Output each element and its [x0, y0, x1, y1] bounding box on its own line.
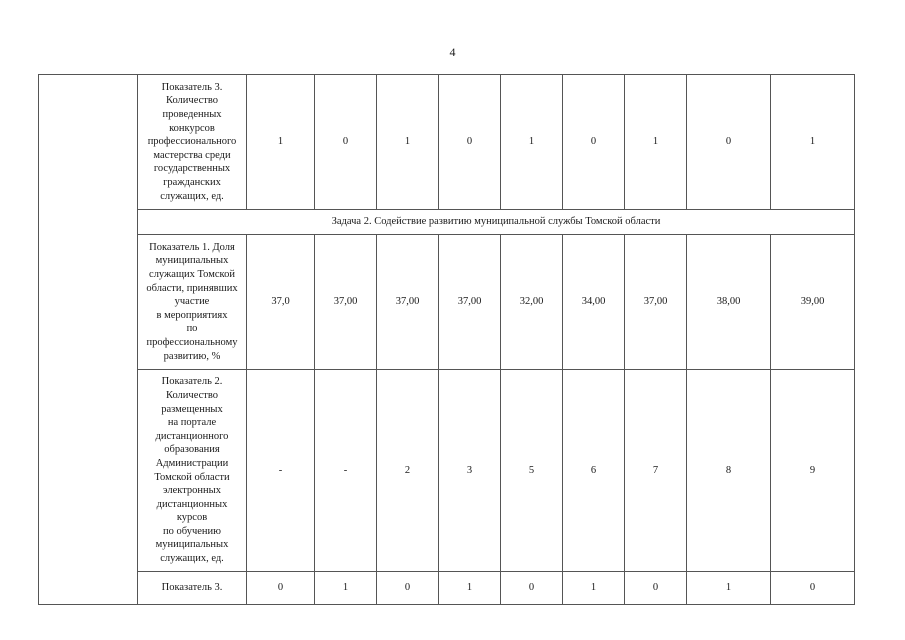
table-cell: 0 — [771, 572, 855, 605]
table-cell: 34,00 — [563, 235, 625, 370]
table-cell: 0 — [247, 572, 315, 605]
table-cell: 5 — [501, 370, 563, 572]
table-cell: 2 — [377, 370, 439, 572]
table-cell: 0 — [563, 75, 625, 210]
merged-empty-cell — [39, 75, 138, 605]
table-cell: 0 — [687, 75, 771, 210]
table-cell: 1 — [625, 75, 687, 210]
page-number: 4 — [449, 45, 456, 59]
table-cell: 8 — [687, 370, 771, 572]
table-cell: - — [247, 370, 315, 572]
table-cell: 37,0 — [247, 235, 315, 370]
table-row — [39, 235, 855, 370]
table-cell: 1 — [563, 572, 625, 605]
table-cell: 9 — [771, 370, 855, 572]
table-row — [39, 370, 855, 572]
table-cell: 1 — [377, 75, 439, 210]
table-cell: - — [315, 370, 377, 572]
table-row — [39, 75, 855, 210]
table-cell: 37,00 — [377, 235, 439, 370]
table-row — [39, 572, 855, 605]
table-cell: 1 — [439, 572, 501, 605]
table-cell: 1 — [687, 572, 771, 605]
table-cell: 0 — [625, 572, 687, 605]
table-cell: 6 — [563, 370, 625, 572]
table-cell: 1 — [247, 75, 315, 210]
task-heading: Задача 2. Содействие развитию муниципальной службы Томской области — [138, 210, 855, 235]
indicator-label: Показатель 3. Количество проведенных конкурсов профессионального мастерства среди государственных гражданских служащих, ед. — [138, 75, 247, 210]
table-cell: 37,00 — [439, 235, 501, 370]
indicators-table — [38, 74, 855, 605]
table-cell: 32,00 — [501, 235, 563, 370]
table-cell: 7 — [625, 370, 687, 572]
table-cell: 0 — [377, 572, 439, 605]
table-cell: 0 — [439, 75, 501, 210]
table-cell: 37,00 — [625, 235, 687, 370]
table-cell: 1 — [771, 75, 855, 210]
indicator-label: Показатель 3. — [138, 572, 247, 605]
indicator-label: Показатель 1. Доля муниципальных служащих Томской области, принявших участие в мероприятиях по профессиональному развитию, % — [138, 235, 247, 370]
table-cell: 37,00 — [315, 235, 377, 370]
table-cell: 1 — [315, 572, 377, 605]
table-cell: 3 — [439, 370, 501, 572]
table-cell: 1 — [501, 75, 563, 210]
table-cell: 0 — [501, 572, 563, 605]
task-row — [39, 210, 855, 235]
table-cell: 39,00 — [771, 235, 855, 370]
table-cell: 0 — [315, 75, 377, 210]
table-cell: 38,00 — [687, 235, 771, 370]
indicator-label: Показатель 2. Количество размещенных на портале дистанционного образования Администрации Томской области электронных дистанционных курсов по обучению муниципальных служащих, ед. — [138, 370, 247, 572]
